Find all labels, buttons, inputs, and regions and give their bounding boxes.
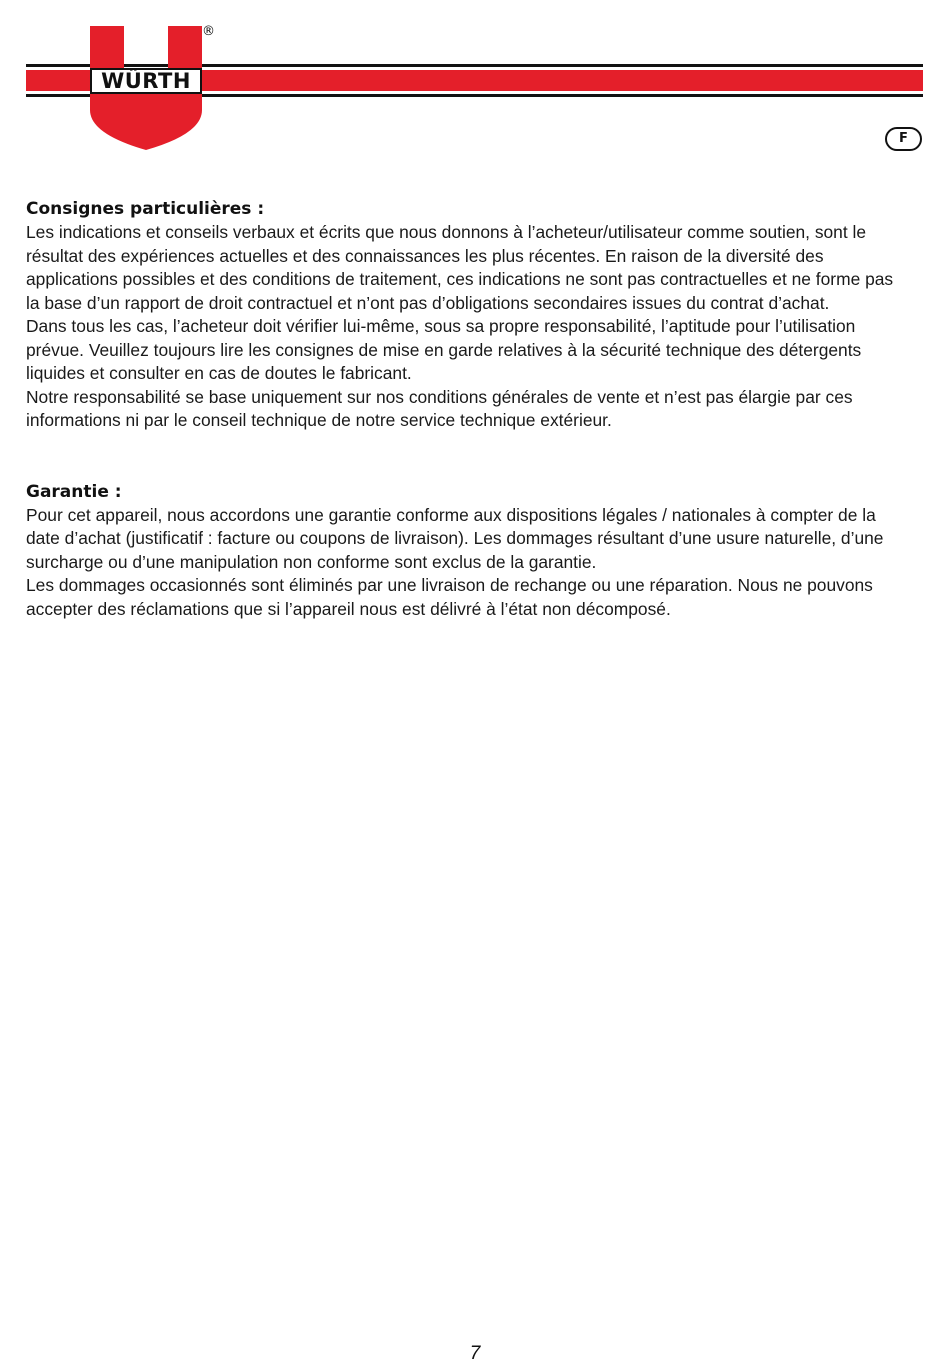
warranty-section <box>26 480 911 622</box>
paragraph: Notre responsabilité se base uniquement sur nos conditions générales de vente et n’est pas élargie par ces informations ni par le conseil technique de notre service technique extérieur. <box>26 386 853 430</box>
registered-mark: ® <box>202 24 215 39</box>
paragraph: Pour cet appareil, nous accordons une garantie conforme aux dispositions légales / nationales à compter de la date d’achat (justificatif : facture ou coupons de livraison). Les dommages résultant d’une usure naturelle, d’une surcharge ou d’une manipulation non conforme sont exclus de la garantie. <box>26 504 884 572</box>
section-heading: Garantie : <box>26 481 122 502</box>
section-heading: Consignes particulières : <box>26 199 265 219</box>
brand-wordmark: WÜRTH <box>90 68 202 94</box>
paragraph: Les indications et conseils verbaux et écrits que nous donnons à l’acheteur/utilisateur comme soutien, sont le résultat des expériences actuelles et des connaissances les plus récentes. En raison de la diversité des applications possibles et des conditions de traitement, ces indications ne sont pas contractuelles et ne forme pas la base d’un rapport de droit contractuel et n’ont pas d’obligations secondaires issues du contrat d’achat. <box>26 222 894 313</box>
language-badge: F <box>885 127 922 151</box>
section-spacer <box>26 433 911 480</box>
special-instructions-section <box>26 197 911 433</box>
document-body <box>26 197 911 621</box>
paragraph: Les dommages occasionnés sont éliminés par une livraison de rechange ou une réparation. Nous ne pouvons accepter des réclamations que si l’appareil nous est délivré à l’état non décomposé. <box>26 575 873 619</box>
page-number: 7 <box>469 1343 481 1364</box>
paragraph: Dans tous les cas, l’acheteur doit vérifier lui-même, sous sa propre responsabilité, l’aptitude pour l’utilisation prévue. Veuillez toujours lire les consignes de mise en garde relatives à la sécurité technique des détergents liquides et consulter en cas de doutes le fabricant. <box>26 316 862 383</box>
